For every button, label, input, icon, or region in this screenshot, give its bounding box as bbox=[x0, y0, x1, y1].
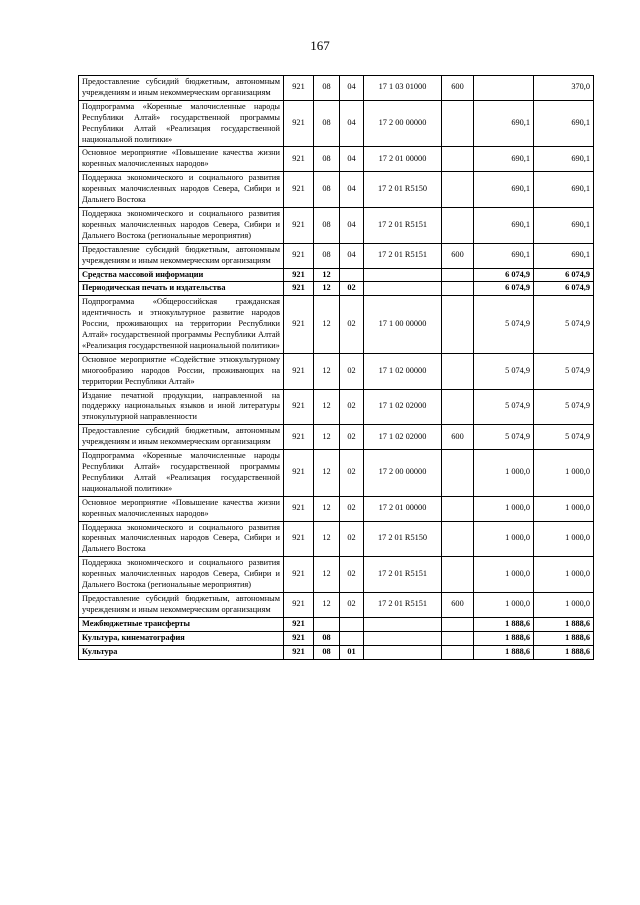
cell-amount-2: 1 000,0 bbox=[534, 521, 594, 557]
cell-admin-code: 921 bbox=[284, 296, 314, 354]
cell-target-article: 17 1 03 01000 bbox=[364, 76, 442, 101]
cell-amount-1: 690,1 bbox=[474, 207, 534, 243]
cell-amount-2: 690,1 bbox=[534, 207, 594, 243]
cell-subsection: 04 bbox=[340, 172, 364, 208]
cell-amount-2: 1 000,0 bbox=[534, 496, 594, 521]
cell-admin-code: 921 bbox=[284, 425, 314, 450]
table-row bbox=[79, 521, 594, 557]
cell-subsection: 02 bbox=[340, 282, 364, 296]
cell-section: 08 bbox=[314, 243, 340, 268]
cell-section bbox=[314, 617, 340, 631]
cell-amount-1: 5 074,9 bbox=[474, 353, 534, 389]
cell-subsection: 04 bbox=[340, 100, 364, 147]
cell-expense-type: 600 bbox=[442, 425, 474, 450]
cell-target-article bbox=[364, 268, 442, 282]
cell-name: Основное мероприятие «Повышение качества жизни коренных малочисленных народов» bbox=[79, 496, 284, 521]
cell-amount-1: 1 000,0 bbox=[474, 450, 534, 497]
cell-expense-type bbox=[442, 172, 474, 208]
cell-section: 08 bbox=[314, 645, 340, 659]
cell-target-article bbox=[364, 282, 442, 296]
cell-subsection: 02 bbox=[340, 450, 364, 497]
cell-target-article bbox=[364, 617, 442, 631]
cell-expense-type bbox=[442, 389, 474, 425]
table-row bbox=[79, 496, 594, 521]
table-row bbox=[79, 645, 594, 659]
cell-subsection: 04 bbox=[340, 243, 364, 268]
table-row bbox=[79, 425, 594, 450]
cell-section: 08 bbox=[314, 631, 340, 645]
cell-section: 12 bbox=[314, 268, 340, 282]
cell-amount-1: 1 888,6 bbox=[474, 645, 534, 659]
cell-name: Поддержка экономического и социального развития коренных малочисленных народов Севера, Сибири и Дальнего Востока (региональные мероприятия) bbox=[79, 557, 284, 593]
table-row bbox=[79, 450, 594, 497]
cell-amount-1: 1 888,6 bbox=[474, 617, 534, 631]
cell-target-article: 17 2 01 00000 bbox=[364, 147, 442, 172]
table-row bbox=[79, 631, 594, 645]
cell-section: 08 bbox=[314, 76, 340, 101]
cell-subsection: 02 bbox=[340, 425, 364, 450]
cell-amount-1: 690,1 bbox=[474, 172, 534, 208]
table-row bbox=[79, 282, 594, 296]
cell-name: Основное мероприятие «Содействие этнокультурному многообразию народов России, проживающих на территории Республики Алтай» bbox=[79, 353, 284, 389]
cell-amount-1 bbox=[474, 76, 534, 101]
table-row bbox=[79, 172, 594, 208]
cell-amount-2: 1 888,6 bbox=[534, 631, 594, 645]
cell-expense-type bbox=[442, 353, 474, 389]
table-row bbox=[79, 557, 594, 593]
cell-subsection: 04 bbox=[340, 147, 364, 172]
cell-amount-2: 1 888,6 bbox=[534, 645, 594, 659]
cell-subsection: 02 bbox=[340, 557, 364, 593]
cell-subsection bbox=[340, 617, 364, 631]
cell-expense-type bbox=[442, 645, 474, 659]
budget-table bbox=[78, 75, 594, 660]
cell-target-article bbox=[364, 631, 442, 645]
cell-target-article: 17 1 02 02000 bbox=[364, 389, 442, 425]
cell-admin-code: 921 bbox=[284, 353, 314, 389]
cell-expense-type bbox=[442, 282, 474, 296]
cell-amount-1: 690,1 bbox=[474, 147, 534, 172]
cell-subsection: 02 bbox=[340, 521, 364, 557]
budget-table-body bbox=[79, 76, 594, 660]
page-number: 167 bbox=[310, 38, 330, 53]
table-row bbox=[79, 268, 594, 282]
cell-section: 12 bbox=[314, 450, 340, 497]
cell-section: 12 bbox=[314, 592, 340, 617]
cell-amount-1: 690,1 bbox=[474, 100, 534, 147]
cell-target-article: 17 2 01 R5151 bbox=[364, 557, 442, 593]
cell-target-article: 17 2 00 00000 bbox=[364, 450, 442, 497]
cell-subsection: 02 bbox=[340, 296, 364, 354]
table-row bbox=[79, 617, 594, 631]
cell-subsection: 04 bbox=[340, 207, 364, 243]
cell-admin-code: 921 bbox=[284, 282, 314, 296]
cell-admin-code: 921 bbox=[284, 76, 314, 101]
cell-target-article: 17 2 00 00000 bbox=[364, 100, 442, 147]
cell-name: Предоставление субсидий бюджетным, автономным учреждениям и иным некоммерческим организациям bbox=[79, 243, 284, 268]
cell-expense-type: 600 bbox=[442, 243, 474, 268]
cell-expense-type bbox=[442, 450, 474, 497]
cell-expense-type bbox=[442, 557, 474, 593]
cell-amount-1: 690,1 bbox=[474, 243, 534, 268]
cell-amount-1: 1 000,0 bbox=[474, 557, 534, 593]
cell-admin-code: 921 bbox=[284, 592, 314, 617]
cell-subsection: 02 bbox=[340, 592, 364, 617]
table-row bbox=[79, 100, 594, 147]
cell-amount-2: 1 000,0 bbox=[534, 450, 594, 497]
cell-admin-code: 921 bbox=[284, 172, 314, 208]
cell-subsection: 02 bbox=[340, 389, 364, 425]
cell-amount-2: 6 074,9 bbox=[534, 268, 594, 282]
cell-expense-type: 600 bbox=[442, 76, 474, 101]
cell-admin-code: 921 bbox=[284, 100, 314, 147]
cell-admin-code: 921 bbox=[284, 557, 314, 593]
cell-target-article bbox=[364, 645, 442, 659]
cell-expense-type bbox=[442, 521, 474, 557]
cell-amount-1: 6 074,9 bbox=[474, 268, 534, 282]
cell-name: Издание печатной продукции, направленной на поддержку национальных языков и иной литературы этнокультурной направленности bbox=[79, 389, 284, 425]
cell-name: Межбюджетные трансферты bbox=[79, 617, 284, 631]
cell-target-article: 17 2 01 R5151 bbox=[364, 207, 442, 243]
cell-admin-code: 921 bbox=[284, 243, 314, 268]
cell-section: 12 bbox=[314, 425, 340, 450]
table-row bbox=[79, 207, 594, 243]
cell-section: 12 bbox=[314, 521, 340, 557]
cell-amount-2: 5 074,9 bbox=[534, 353, 594, 389]
cell-name: Поддержка экономического и социального развития коренных малочисленных народов Севера, Сибири и Дальнего Востока bbox=[79, 172, 284, 208]
cell-section: 08 bbox=[314, 207, 340, 243]
cell-section: 08 bbox=[314, 100, 340, 147]
cell-section: 12 bbox=[314, 389, 340, 425]
cell-target-article: 17 2 01 00000 bbox=[364, 496, 442, 521]
table-row bbox=[79, 147, 594, 172]
cell-section: 12 bbox=[314, 296, 340, 354]
cell-amount-2: 1 888,6 bbox=[534, 617, 594, 631]
cell-name: Поддержка экономического и социального развития коренных малочисленных народов Севера, Сибири и Дальнего Востока bbox=[79, 521, 284, 557]
cell-name: Подпрограмма «Общероссийская гражданская идентичность и этнокультурное развитие народов России, проживающих на территории Республики Алтай» государственной программы Республики Алтай «Реализация государственной национальной политики» bbox=[79, 296, 284, 354]
cell-amount-1: 1 000,0 bbox=[474, 496, 534, 521]
cell-amount-2: 5 074,9 bbox=[534, 389, 594, 425]
cell-expense-type bbox=[442, 496, 474, 521]
table-row bbox=[79, 592, 594, 617]
cell-admin-code: 921 bbox=[284, 147, 314, 172]
cell-admin-code: 921 bbox=[284, 268, 314, 282]
cell-admin-code: 921 bbox=[284, 450, 314, 497]
cell-amount-2: 690,1 bbox=[534, 147, 594, 172]
cell-target-article: 17 1 02 00000 bbox=[364, 353, 442, 389]
cell-amount-2: 690,1 bbox=[534, 243, 594, 268]
cell-subsection: 04 bbox=[340, 76, 364, 101]
cell-subsection bbox=[340, 268, 364, 282]
cell-target-article: 17 1 02 02000 bbox=[364, 425, 442, 450]
cell-expense-type bbox=[442, 631, 474, 645]
cell-target-article: 17 2 01 R5151 bbox=[364, 243, 442, 268]
cell-target-article: 17 2 01 R5150 bbox=[364, 172, 442, 208]
cell-amount-1: 5 074,9 bbox=[474, 296, 534, 354]
cell-amount-2: 1 000,0 bbox=[534, 592, 594, 617]
cell-amount-2: 370,0 bbox=[534, 76, 594, 101]
cell-name: Поддержка экономического и социального развития коренных малочисленных народов Севера, Сибири и Дальнего Востока (региональные мероприятия) bbox=[79, 207, 284, 243]
cell-amount-2: 690,1 bbox=[534, 172, 594, 208]
cell-admin-code: 921 bbox=[284, 389, 314, 425]
cell-expense-type bbox=[442, 617, 474, 631]
cell-section: 12 bbox=[314, 282, 340, 296]
cell-target-article: 17 2 01 R5151 bbox=[364, 592, 442, 617]
table-row bbox=[79, 76, 594, 101]
table-row bbox=[79, 389, 594, 425]
cell-amount-1: 1 000,0 bbox=[474, 521, 534, 557]
cell-amount-1: 1 888,6 bbox=[474, 631, 534, 645]
cell-amount-1: 5 074,9 bbox=[474, 389, 534, 425]
cell-admin-code: 921 bbox=[284, 645, 314, 659]
cell-section: 12 bbox=[314, 353, 340, 389]
cell-amount-2: 5 074,9 bbox=[534, 425, 594, 450]
table-row bbox=[79, 353, 594, 389]
cell-target-article: 17 2 01 R5150 bbox=[364, 521, 442, 557]
cell-name: Средства массовой информации bbox=[79, 268, 284, 282]
cell-section: 08 bbox=[314, 147, 340, 172]
cell-expense-type bbox=[442, 268, 474, 282]
cell-expense-type bbox=[442, 100, 474, 147]
cell-target-article: 17 1 00 00000 bbox=[364, 296, 442, 354]
cell-admin-code: 921 bbox=[284, 207, 314, 243]
cell-expense-type bbox=[442, 147, 474, 172]
cell-section: 12 bbox=[314, 496, 340, 521]
cell-subsection: 02 bbox=[340, 496, 364, 521]
cell-name: Культура, кинематография bbox=[79, 631, 284, 645]
cell-subsection bbox=[340, 631, 364, 645]
cell-subsection: 01 bbox=[340, 645, 364, 659]
cell-name: Предоставление субсидий бюджетным, автономным учреждениям и иным некоммерческим организациям bbox=[79, 425, 284, 450]
cell-admin-code: 921 bbox=[284, 521, 314, 557]
cell-amount-2: 1 000,0 bbox=[534, 557, 594, 593]
cell-section: 08 bbox=[314, 172, 340, 208]
cell-amount-2: 5 074,9 bbox=[534, 296, 594, 354]
cell-subsection: 02 bbox=[340, 353, 364, 389]
cell-name: Периодическая печать и издательства bbox=[79, 282, 284, 296]
cell-section: 12 bbox=[314, 557, 340, 593]
cell-amount-1: 1 000,0 bbox=[474, 592, 534, 617]
cell-expense-type: 600 bbox=[442, 592, 474, 617]
cell-admin-code: 921 bbox=[284, 617, 314, 631]
cell-amount-1: 6 074,9 bbox=[474, 282, 534, 296]
cell-name: Подпрограмма «Коренные малочисленные народы Республики Алтай» государственной программы Республики Алтай «Реализация государственной национальной политики» bbox=[79, 450, 284, 497]
cell-name: Культура bbox=[79, 645, 284, 659]
cell-name: Предоставление субсидий бюджетным, автономным учреждениям и иным некоммерческим организациям bbox=[79, 76, 284, 101]
cell-amount-2: 6 074,9 bbox=[534, 282, 594, 296]
table-row bbox=[79, 296, 594, 354]
cell-expense-type bbox=[442, 296, 474, 354]
cell-name: Подпрограмма «Коренные малочисленные народы Республики Алтай» государственной программы Республики Алтай «Реализация государственной национальной политики» bbox=[79, 100, 284, 147]
cell-admin-code: 921 bbox=[284, 496, 314, 521]
cell-name: Предоставление субсидий бюджетным, автономным учреждениям и иным некоммерческим организациям bbox=[79, 592, 284, 617]
cell-amount-1: 5 074,9 bbox=[474, 425, 534, 450]
cell-amount-2: 690,1 bbox=[534, 100, 594, 147]
cell-admin-code: 921 bbox=[284, 631, 314, 645]
cell-expense-type bbox=[442, 207, 474, 243]
table-row bbox=[79, 243, 594, 268]
cell-name: Основное мероприятие «Повышение качества жизни коренных малочисленных народов» bbox=[79, 147, 284, 172]
